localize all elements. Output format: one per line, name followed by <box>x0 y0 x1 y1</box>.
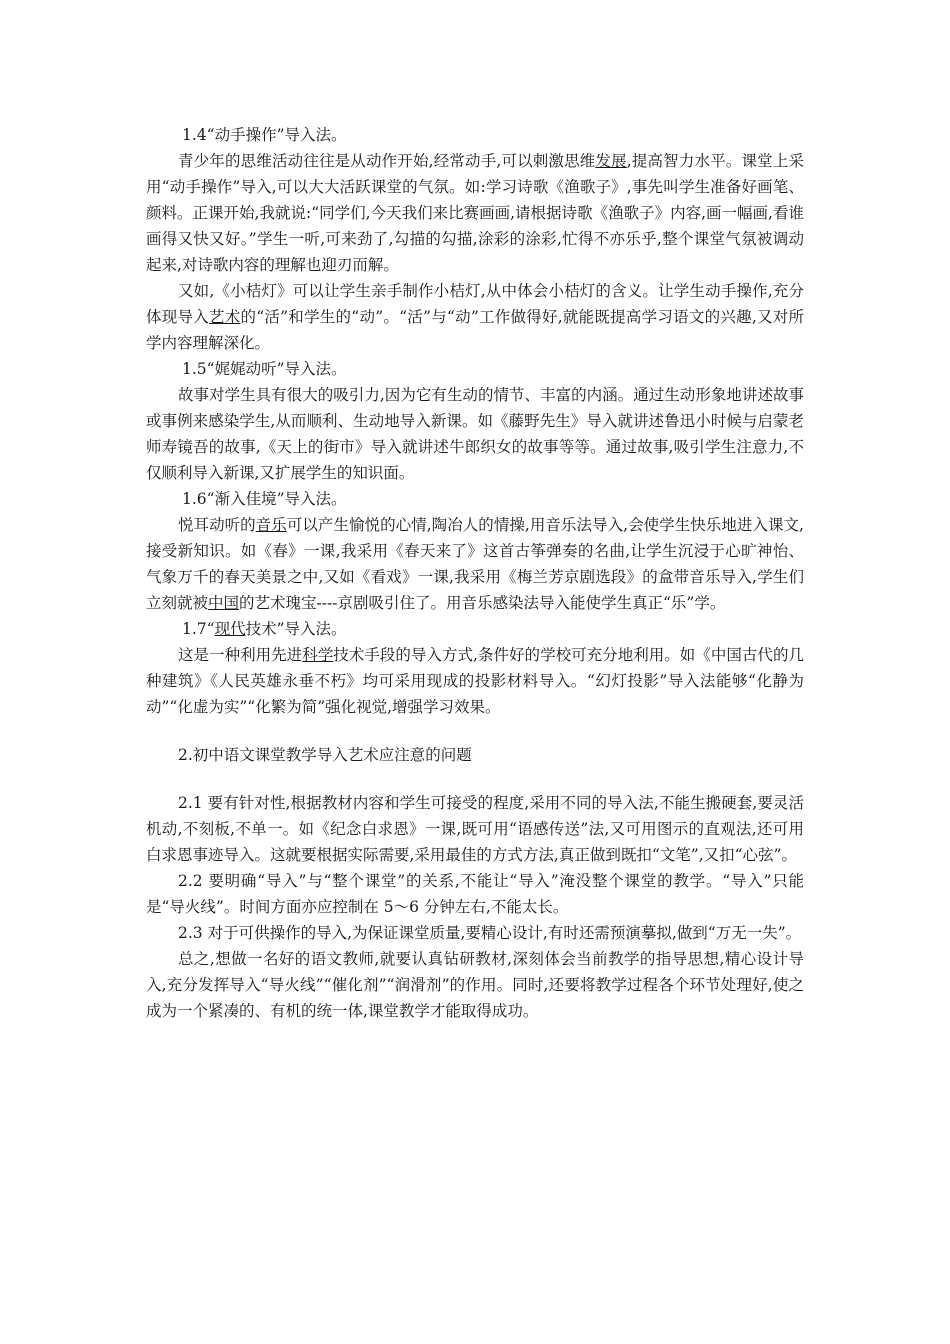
link-yishu[interactable]: 艺术 <box>208 308 241 326</box>
paragraph-text: 悦耳动听的 <box>178 516 256 534</box>
heading-text: 1.7“ <box>182 620 215 638</box>
link-fazhan[interactable]: 发展 <box>595 152 627 170</box>
paragraph-text: 可以产生愉悦的心情,陶冶人的情操,用音乐法导入,会使学生快乐地进入课文,接受新知识。如《春》一课,我采用《春天来了》这首古筝弹奏的名曲,让学生沉浸于心旷神怡、气象万千的春天美景之中,又如《看戏》一课,我采用《梅兰芳京剧选段》的盒带音乐导入,学生们立刻就被 <box>146 516 804 612</box>
link-kexue[interactable]: 科学 <box>302 646 334 664</box>
paragraph-2-3: 2.3 对于可供操作的导入,为保证课堂质量,要精心设计,有时还需预演摹拟,做到“万无一失”。 <box>178 924 802 942</box>
heading-text: 技术”导入法。 <box>245 620 347 638</box>
heading-1-5: 1.5“娓娓动听”导入法。 <box>182 360 347 378</box>
link-xiandai[interactable]: 现代 <box>214 620 246 638</box>
paragraph-1-4-a <box>146 148 804 278</box>
paragraph-text: 这是一种利用先进 <box>178 646 303 664</box>
link-zhongguo[interactable]: 中国 <box>208 594 240 612</box>
paragraph-1-4-b <box>146 278 804 356</box>
paragraph-2-2: 2.2 要明确“导入”与“整个课堂”的关系,不能让“导入”淹没整个课堂的教学。“导入”只能是“导火线”。时间方面亦应控制在 5～6 分钟左右,不能太长。 <box>146 872 804 916</box>
section-2-title: 2.初中语文课堂教学导入艺术应注意的问题 <box>178 746 472 764</box>
paragraph-2-1: 2.1 要有针对性,根据教材内容和学生可接受的程度,采用不同的导入法,不能生搬硬套,要灵活机动,不刻板,不单一。如《纪念白求恩》一课,既可用“语感传送”法,又可用图示的直观法,还可用白求恩事迹导入。这就要根据实际需要,采用最佳的方式方法,真正做到既扣“文笔”,又扣“心弦”。 <box>146 794 804 864</box>
paragraph-1-5: 故事对学生具有很大的吸引力,因为它有生动的情节、丰富的内涵。通过生动形象地讲述故事或事例来感染学生,从而顺利、生动地导入新课。如《藤野先生》导入就讲述鲁迅小时候与启蒙老师寿镜吾的故事,《天上的街市》导入就讲述牛郎织女的故事等等。通过故事,吸引学生注意力,不仅顺利导入新课,又扩展学生的知识面。 <box>146 386 804 482</box>
heading-1-7 <box>146 616 804 642</box>
paragraph-1-6 <box>146 512 804 616</box>
paragraph-conclusion: 总之,想做一名好的语文教师,就要认真钻研教材,深刻体会当前教学的指导思想,精心设计导入,充分发挥导入“导火线”“催化剂”“润滑剂”的作用。同时,还要将教学过程各个环节处理好,使之成为一个紧凑的、有机的统一体,课堂教学才能取得成功。 <box>146 950 804 1020</box>
paragraph-text: ,提高智力水平。课堂上采用“动手操作”导入,可以大大活跃课堂的气氛。如:学习诗歌《渔歌子》,事先叫学生准备好画笔、颜料。正课开始,我就说:“同学们,今天我们来比赛画画,请根据诗歌《渔歌子》内容,画一幅画,看谁画得又快又好。”学生一听,可来劲了,勾描的勾描,涂彩的涂彩,忙得不亦乐乎,整个课堂气氛被调动起来,对诗歌内容的理解也迎刃而解。 <box>146 152 804 274</box>
paragraph-text: 又如,《小桔灯》可以让学生亲手制作小桔灯,从中体会小桔灯的含义。让学生动手操作,充分体现导入 <box>146 282 804 326</box>
paragraph-text: 技术手段的导入方式,条件好的学校可充分地利用。如《中国古代的几种建筑》《人民英雄永垂不朽》均可采用现成的投影材料导入。“幻灯投影”导入法能够“化静为动”“化虚为实”“化繁为简”强化视觉,增强学习效果。 <box>146 646 804 716</box>
heading-1-6: 1.6“渐入佳境”导入法。 <box>182 490 347 508</box>
paragraph-text: 的艺术瑰宝----京剧吸引住了。用音乐感染法导入能使学生真正“乐”学。 <box>239 594 726 612</box>
link-yinyue[interactable]: 音乐 <box>255 516 287 534</box>
paragraph-text: 的“活”和学生的“动”。“活”与“动”工作做得好,就能既提高学习语文的兴趣,又对所学内容理解深化。 <box>146 308 804 352</box>
paragraph-text: 青少年的思维活动往往是从动作开始,经常动手,可以刺激思维 <box>178 152 596 170</box>
paragraph-1-7 <box>146 642 804 720</box>
heading-1-4: 1.4“动手操作”导入法。 <box>182 126 347 144</box>
